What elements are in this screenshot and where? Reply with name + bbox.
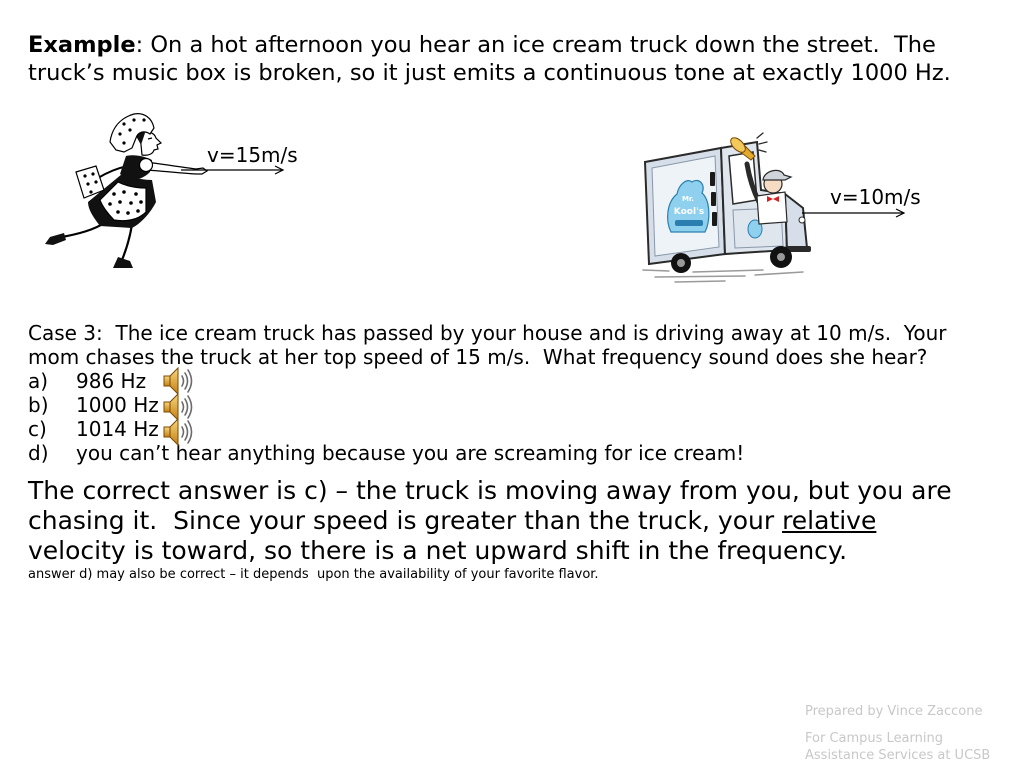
intro-line-2: truck’s music box is broken, so it just emits a continuous tone at exactly 1000 Hz. — [28, 60, 951, 86]
option-a-letter: a) — [28, 369, 49, 393]
option-b-letter: b) — [28, 393, 49, 417]
option-d-text: you can’t hear anything because you are screaming for ice cream! — [76, 441, 745, 465]
truck-motion-lines — [643, 270, 803, 282]
answer-note: answer d) may also be correct – it depends upon the availability of your favorite flavor. — [28, 567, 599, 582]
intro-paragraph — [28, 31, 951, 87]
truck-front-wheel — [770, 246, 792, 268]
truck-velocity-arrow — [799, 207, 909, 219]
footer-org-line-1: For Campus Learning — [805, 731, 943, 746]
truck-logo-text-bottom: Kool's — [673, 207, 705, 217]
answer-line-2 — [28, 506, 952, 536]
option-b-text: 1000 Hz — [76, 393, 159, 417]
truck-cab-window — [729, 152, 757, 204]
answer-underlined-word: relative — [782, 506, 877, 535]
footer-org-line-2: Assistance Services at UCSB — [805, 748, 991, 763]
mom-sleeve — [140, 159, 153, 172]
option-d-letter: d) — [28, 441, 49, 465]
answer-line-1: The correct answer is c) – the truck is moving away from you, but you are — [28, 476, 952, 505]
option-a-text: 986 Hz — [76, 369, 147, 393]
answer-line-2-text: chasing it. Since your speed is greater than the truck, your — [28, 506, 783, 535]
footer-organization — [805, 730, 990, 764]
mom-legs — [62, 222, 132, 260]
answer-block — [28, 476, 952, 566]
footer-author: Prepared by Vince Zaccone — [805, 704, 983, 719]
mom-shoes — [45, 233, 133, 268]
intro-line-1-text: : On a hot afternoon you hear an ice cream truck down the street. The — [135, 32, 936, 58]
mom-velocity-arrow — [178, 164, 288, 176]
example-label: Example — [28, 32, 136, 58]
answer-line-3: velocity is toward, so there is a net upward shift in the frequency. — [28, 536, 848, 565]
truck-velocity-label: v=10m/s — [830, 185, 921, 209]
driver-shirt — [757, 192, 787, 224]
truck-rear-wheel — [671, 253, 691, 273]
speaker-icon[interactable] — [162, 415, 194, 449]
question-line-2: mom chases the truck at her top speed of 15 m/s. What frequency sound does she hear? — [28, 345, 928, 369]
question-line-1: Case 3: The ice cream truck has passed by your house and is driving away at 10 m/s. Your — [28, 321, 947, 345]
option-c-text: 1014 Hz — [76, 417, 159, 441]
mom-running-illustration — [40, 110, 210, 275]
option-c-letter: c) — [28, 417, 47, 441]
mom-velocity-label: v=15m/s — [207, 143, 298, 167]
truck-logo-text-top: Mr. — [681, 195, 695, 203]
ice-cream-truck-illustration — [635, 130, 815, 285]
driver-cap — [763, 170, 791, 180]
intro-line-1 — [28, 31, 951, 59]
